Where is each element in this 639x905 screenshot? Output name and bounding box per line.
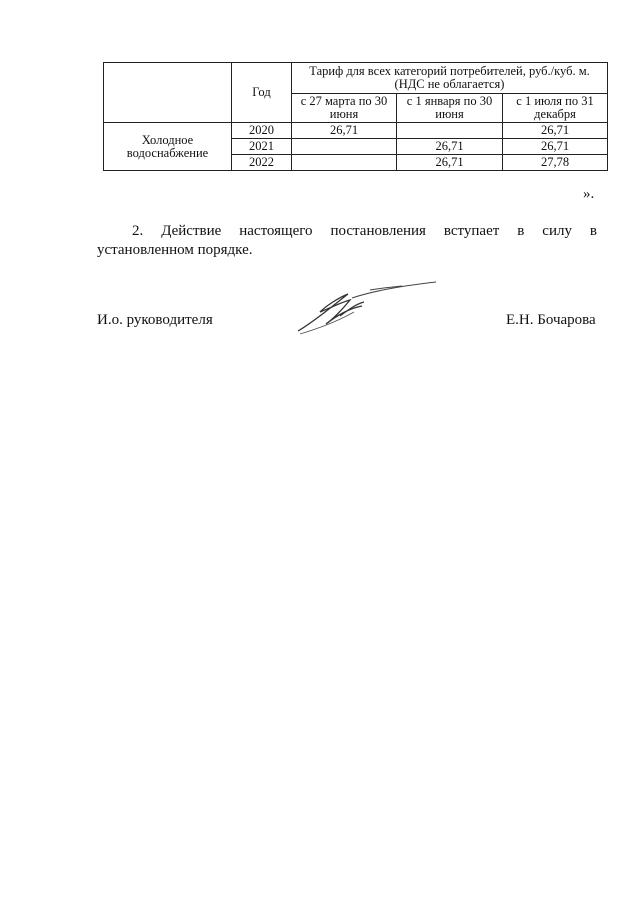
tariff-table — [103, 62, 608, 171]
tariff-cell — [397, 123, 503, 139]
tariff-cell: 26,71 — [397, 155, 503, 171]
table-row — [104, 123, 608, 139]
tariff-cell — [292, 155, 397, 171]
closing-quote: ». — [583, 186, 595, 202]
signatory-name: Е.Н. Бочарова — [506, 312, 596, 328]
tariff-cell: 26,71 — [503, 139, 608, 155]
handwritten-signature — [290, 276, 440, 341]
year-cell: 2020 — [232, 123, 292, 139]
year-cell: 2021 — [232, 139, 292, 155]
decree-paragraph: 2. Действие настоящего постановления вступает в силу в установленном порядке. — [97, 223, 597, 258]
service-name-cell: Холодное водоснабжение — [104, 123, 232, 171]
tariff-cell — [292, 139, 397, 155]
tariff-cell: 26,71 — [397, 139, 503, 155]
tariff-cell: 27,78 — [503, 155, 608, 171]
tariff-cell: 26,71 — [503, 123, 608, 139]
empty-header-cell — [104, 63, 232, 123]
year-header: Год — [232, 63, 292, 123]
period-header-3: с 1 июля по 31 декабря — [503, 94, 608, 123]
period-header-1: с 27 марта по 30 июня — [292, 94, 397, 123]
period-header-2: с 1 января по 30 июня — [397, 94, 503, 123]
signatory-position: И.о. руководителя — [97, 312, 213, 328]
tariff-header: Тариф для всех категорий потребителей, руб./куб. м. (НДС не облагается) — [292, 63, 608, 94]
year-cell: 2022 — [232, 155, 292, 171]
tariff-cell: 26,71 — [292, 123, 397, 139]
